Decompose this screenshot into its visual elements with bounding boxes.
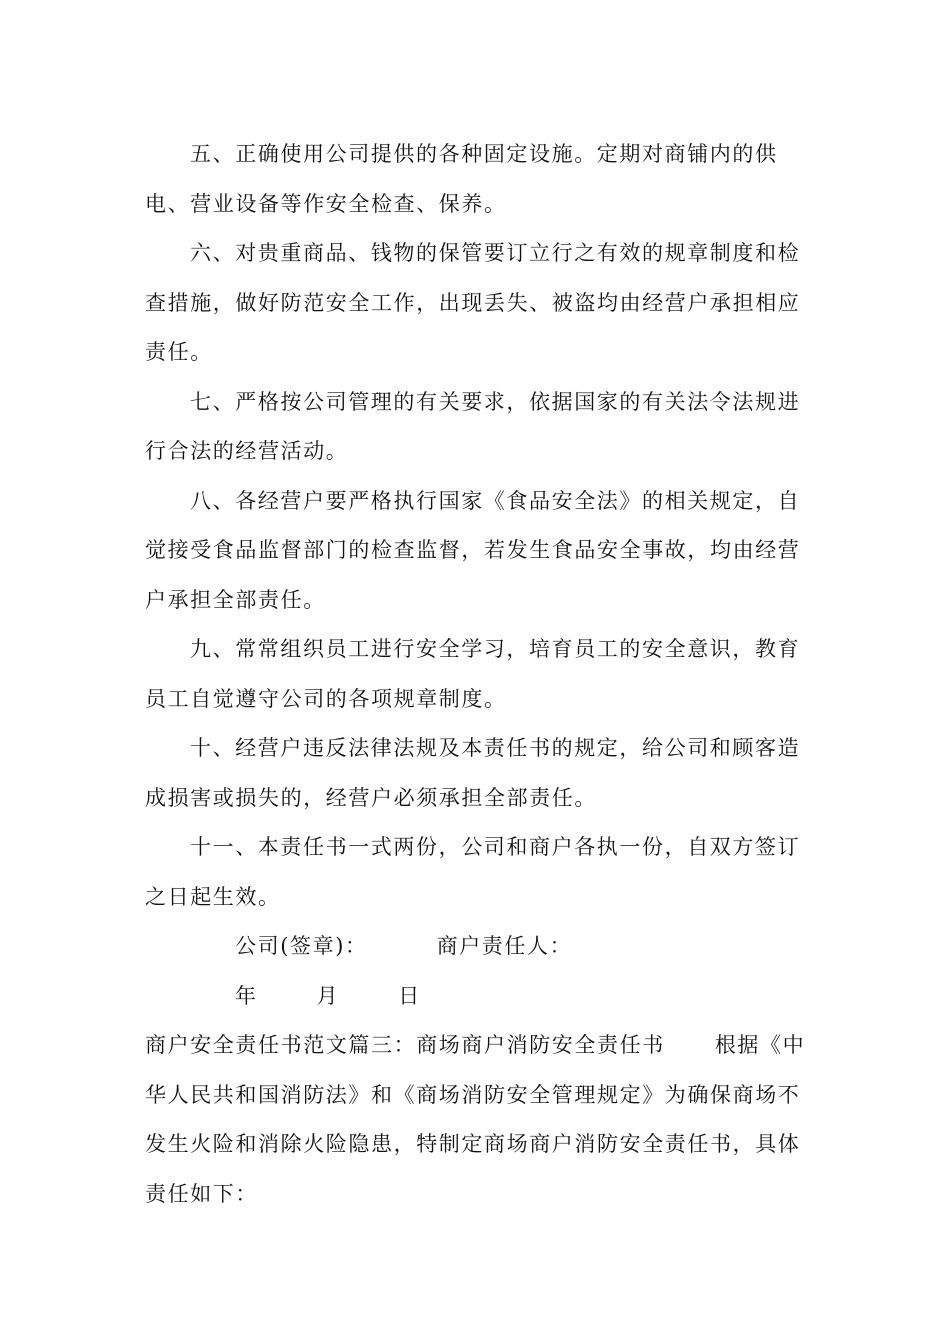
merchant-responsible-label: 商户责任人： [436, 934, 573, 958]
clause-11: 十一、本责任书一式两份，公司和商户各执一份，自双方签订之日起生效。 [145, 835, 801, 909]
clause-10: 十、经营户违反法律法规及本责任书的规定，给公司和顾客造成损害或损失的，经营户必须承担全部责任。 [145, 736, 801, 810]
document-body [145, 130, 810, 1219]
clause-8: 八、各经营户要严格执行国家《食品安全法》的相关规定，自觉接受食品监督部门的检查监督，若发生食品安全事故，均由经营户承担全部责任。 [145, 488, 801, 612]
date-line [145, 972, 810, 1022]
clause-7: 七、严格按公司管理的有关要求，依据国家的有关法令法规进行合法的经营活动。 [145, 389, 801, 463]
section-3-body: 根据《中华人民共和国消防法》和《商场消防安全管理规定》为确保商场不发生火险和消除火险隐患，特制定商场商户消防安全责任书，具体责任如下： [145, 1033, 806, 1206]
section-3-paragraph [145, 1021, 810, 1219]
date-month-label: 月 [316, 983, 340, 1008]
date-year-label: 年 [235, 983, 258, 1008]
clause-6: 六、对贵重商品、钱物的保管要订立行之有效的规章制度和检查措施，做好防范安全工作，出现丢失、被盗均由经营户承担相应责任。 [145, 241, 801, 364]
clause-9: 九、常常组织员工进行安全学习，培育员工的安全意识，教育员工自觉遵守公司的各项规章制度。 [145, 637, 801, 711]
signature-line [145, 922, 810, 972]
section-3-heading: 商户安全责任书范文篇三：商场商户消防安全责任书 [145, 1033, 665, 1057]
company-seal-label: 公司(签章)： [235, 934, 368, 958]
date-day-label: 日 [398, 983, 421, 1008]
clause-5: 五、正确使用公司提供的各种固定设施。定期对商铺内的供电、营业设备等作安全检查、保养。 [145, 142, 778, 216]
